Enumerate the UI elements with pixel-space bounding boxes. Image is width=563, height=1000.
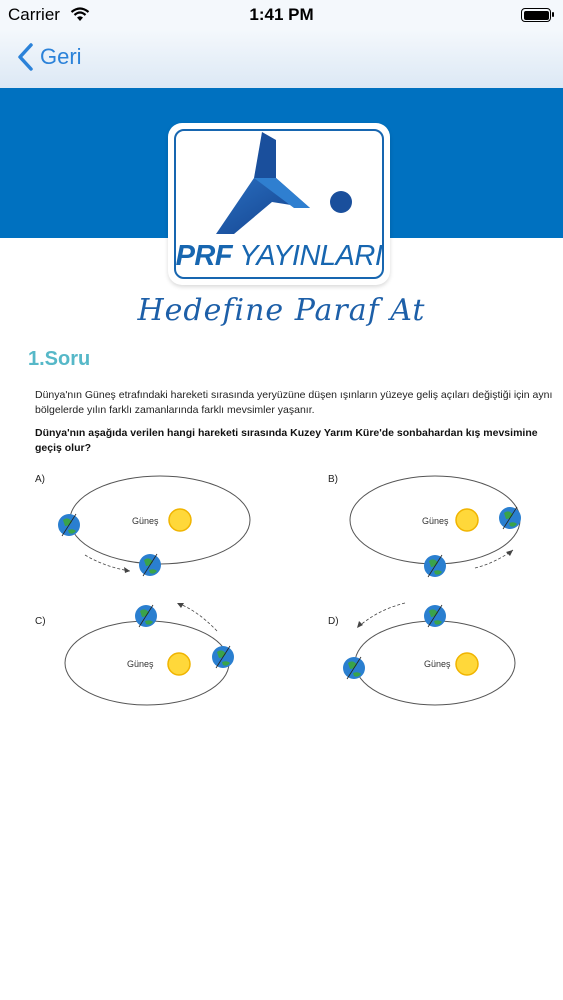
- sun-icon: [169, 509, 191, 531]
- option-c-diagram[interactable]: [55, 598, 255, 713]
- option-b-sun-label: Güneş: [422, 516, 449, 526]
- question-title: 1.Soru: [28, 348, 91, 370]
- earth-icon: [424, 555, 446, 577]
- sun-icon: [168, 653, 190, 675]
- earth-icon: [343, 657, 365, 679]
- brand-name: [172, 240, 386, 273]
- option-a-diagram[interactable]: [50, 470, 270, 585]
- navigation-bar: [0, 30, 563, 88]
- earth-icon: [212, 646, 234, 668]
- question-text: Dünya'nın Güneş etrafındaki hareketi sırasında yeryüzüne düşen ışınların yüzeye geliş açıları değiştiği için aynı bölgelerde yılın farklı zamanlarında farklı mevsimler yaşanır.: [35, 389, 553, 416]
- battery-icon: [521, 8, 551, 22]
- prf-logo-icon: [214, 130, 354, 240]
- earth-icon: [139, 554, 161, 576]
- back-button[interactable]: [16, 42, 82, 72]
- option-a-letter: A): [35, 474, 45, 485]
- option-d-sun-label: Güneş: [424, 659, 451, 669]
- sun-icon: [456, 509, 478, 531]
- question-prompt: Dünya'nın aşağıda verilen hangi hareketi sırasında Kuzey Yarım Küre'de sonbahardan kış mevsimine geçiş olur?: [35, 427, 538, 454]
- option-d-diagram[interactable]: [335, 598, 535, 713]
- earth-icon: [135, 605, 157, 627]
- clock: 1:41 PM: [249, 5, 314, 24]
- option-c-sun-label: Güneş: [127, 659, 154, 669]
- earth-icon: [58, 514, 80, 536]
- earth-icon: [424, 605, 446, 627]
- option-b-letter: B): [328, 474, 338, 485]
- earth-icon: [499, 507, 521, 529]
- option-a-sun-label: Güneş: [132, 516, 159, 526]
- option-c-letter: C): [35, 616, 46, 627]
- sun-icon: [456, 653, 478, 675]
- brand-slogan: Hedefine Paraf At: [137, 293, 426, 328]
- brand-bold: PRF: [175, 240, 233, 272]
- chevron-left-icon: [16, 42, 36, 72]
- option-d-letter: D): [328, 616, 339, 627]
- back-label: Geri: [40, 44, 82, 69]
- brand-rest: YAYINLARI: [239, 240, 383, 272]
- carrier-label: Carrier: [8, 5, 60, 24]
- status-bar: [0, 0, 563, 30]
